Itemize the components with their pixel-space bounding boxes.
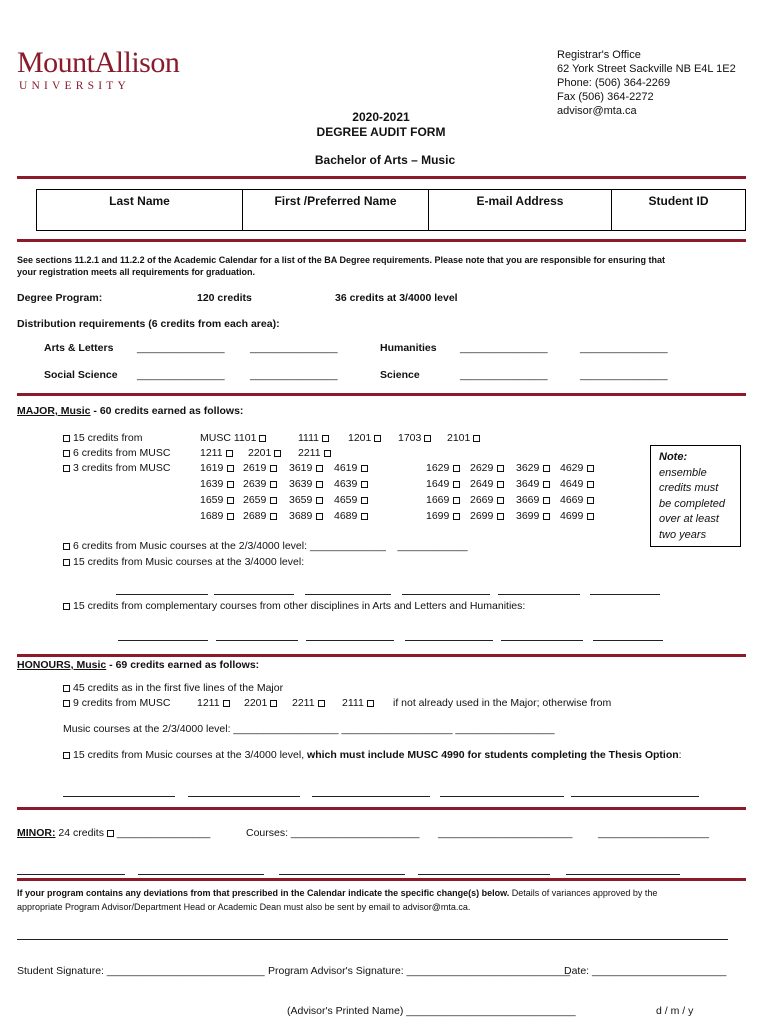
deviation-instructions bbox=[17, 888, 657, 898]
distribution-heading: Distribution requirements (6 credits from each area): bbox=[17, 318, 280, 330]
answer-line[interactable] bbox=[306, 640, 394, 641]
course-code: 3669 bbox=[516, 494, 540, 506]
course-option bbox=[334, 510, 371, 522]
checkbox[interactable] bbox=[587, 465, 594, 472]
upper34-requirement bbox=[63, 556, 304, 568]
course-option bbox=[243, 494, 280, 506]
major-row-3-credits bbox=[63, 462, 170, 474]
requirement-text: 6 credits from Music courses at the 2/3/4000 level: bbox=[73, 540, 308, 552]
checkbox[interactable] bbox=[227, 465, 234, 472]
social-science-label: Social Science bbox=[44, 369, 118, 381]
student-id-field[interactable]: Student ID bbox=[648, 194, 709, 208]
science-label: Science bbox=[380, 369, 420, 381]
contact-line: Phone: (506) 364-2269 bbox=[557, 77, 671, 89]
checkbox[interactable] bbox=[63, 435, 70, 442]
checkbox[interactable] bbox=[318, 700, 325, 707]
answer-line[interactable] bbox=[501, 640, 583, 641]
contact-line: Registrar's Office bbox=[557, 49, 641, 61]
answer-blank[interactable]: ____________ bbox=[397, 540, 468, 552]
form-title: DEGREE AUDIT FORM bbox=[316, 125, 446, 139]
course-code: MUSC 1101 bbox=[200, 432, 257, 444]
course-code: 3639 bbox=[289, 478, 313, 490]
science-blank[interactable]: _______________ bbox=[580, 369, 668, 381]
course-option bbox=[348, 432, 384, 444]
course-option bbox=[426, 462, 463, 474]
course-option bbox=[244, 697, 280, 709]
thesis-requirement: which must include MUSC 4990 for students completing the Thesis Option bbox=[307, 749, 679, 761]
course-option bbox=[289, 510, 326, 522]
course-option bbox=[470, 478, 507, 490]
deviation-bold: If your program contains any deviations from that prescribed in the Calendar indicate the specific change(s) below. bbox=[17, 888, 510, 898]
checkbox[interactable] bbox=[227, 513, 234, 520]
total-credits: 120 credits bbox=[197, 292, 252, 304]
course-code: 2639 bbox=[243, 478, 267, 490]
checkbox[interactable] bbox=[226, 450, 233, 457]
course-code: 4659 bbox=[334, 494, 358, 506]
checkbox[interactable] bbox=[107, 830, 114, 837]
course-code: 2659 bbox=[243, 494, 267, 506]
checkbox[interactable] bbox=[316, 513, 323, 520]
contact-line: 62 York Street Sackville NB E4L 1E2 bbox=[557, 63, 736, 75]
course-option bbox=[334, 462, 371, 474]
course-code: 2101 bbox=[447, 432, 471, 444]
checkbox[interactable] bbox=[63, 700, 70, 707]
honours-line-9-tail: if not already used in the Major; otherwise from bbox=[393, 697, 612, 709]
course-option bbox=[334, 494, 371, 506]
checkbox[interactable] bbox=[367, 700, 374, 707]
answer-line[interactable] bbox=[593, 640, 663, 641]
answer-line[interactable] bbox=[440, 796, 564, 797]
course-option bbox=[243, 462, 280, 474]
course-option bbox=[560, 478, 597, 490]
minor-title: MINOR: bbox=[17, 827, 56, 839]
course-option bbox=[243, 478, 280, 490]
checkbox[interactable] bbox=[453, 465, 460, 472]
course-option bbox=[289, 462, 326, 474]
course-option bbox=[560, 494, 597, 506]
science-blank[interactable]: _______________ bbox=[460, 369, 548, 381]
major-heading bbox=[17, 405, 243, 417]
course-code: 1201 bbox=[348, 432, 372, 444]
arts-letters-blank[interactable]: _______________ bbox=[250, 342, 338, 354]
course-option bbox=[200, 462, 237, 474]
checkbox[interactable] bbox=[322, 435, 329, 442]
minor-credits: 24 credits bbox=[55, 827, 104, 839]
advisor-signature[interactable]: Program Advisor's Signature: ____________________________ bbox=[268, 965, 571, 977]
honours-music-courses[interactable]: Music courses at the 2/3/4000 level: __________________ ___________________ _________________ bbox=[63, 723, 555, 735]
course-code: 4669 bbox=[560, 494, 584, 506]
ensemble-note bbox=[650, 445, 741, 547]
honours-heading bbox=[17, 659, 259, 671]
course-option bbox=[447, 432, 483, 444]
checkbox[interactable] bbox=[543, 497, 550, 504]
checkbox[interactable] bbox=[587, 513, 594, 520]
honours-heading-detail: - 69 credits earned as follows: bbox=[106, 659, 260, 671]
course-code: 1211 bbox=[197, 697, 220, 709]
course-option bbox=[334, 478, 371, 490]
checkbox[interactable] bbox=[270, 497, 277, 504]
student-info-table bbox=[36, 189, 746, 231]
course-code: 3619 bbox=[289, 462, 313, 474]
honours-heading-title: HONOURS, Music bbox=[17, 659, 107, 671]
answer-line[interactable] bbox=[590, 594, 660, 595]
course-option bbox=[426, 478, 463, 490]
course-option bbox=[516, 478, 553, 490]
course-option bbox=[426, 510, 463, 522]
checkbox[interactable] bbox=[63, 559, 70, 566]
checkbox[interactable] bbox=[63, 685, 70, 692]
checkbox[interactable] bbox=[223, 700, 230, 707]
checkbox[interactable] bbox=[274, 450, 281, 457]
answer-line[interactable] bbox=[214, 594, 294, 595]
row-label: 15 credits from bbox=[73, 432, 143, 444]
row-label: 3 credits from MUSC bbox=[73, 462, 171, 474]
course-option bbox=[470, 494, 507, 506]
course-option bbox=[289, 494, 326, 506]
email-field[interactable]: E-mail Address bbox=[476, 194, 564, 208]
course-option bbox=[426, 494, 463, 506]
upper-level-requirement bbox=[63, 540, 468, 552]
course-code: 2699 bbox=[470, 510, 494, 522]
deviation-line[interactable] bbox=[17, 939, 728, 940]
social-science-blank[interactable]: _______________ bbox=[250, 369, 338, 381]
checkbox[interactable] bbox=[453, 513, 460, 520]
checkbox[interactable] bbox=[374, 435, 381, 442]
checkbox[interactable] bbox=[270, 513, 277, 520]
course-option bbox=[248, 447, 284, 459]
last-name-field[interactable]: Last Name bbox=[109, 194, 170, 208]
checkbox[interactable] bbox=[63, 603, 70, 610]
row-label: 6 credits from MUSC bbox=[73, 447, 171, 459]
course-option bbox=[200, 478, 237, 490]
answer-line[interactable] bbox=[498, 594, 580, 595]
checkbox[interactable] bbox=[497, 465, 504, 472]
course-option bbox=[289, 478, 326, 490]
major-row-15-credits bbox=[63, 432, 142, 444]
course-option bbox=[200, 447, 236, 459]
first-name-field[interactable]: First /Preferred Name bbox=[274, 194, 397, 208]
note-heading: Note: bbox=[659, 451, 688, 463]
intro-text: your registration meets all requirements for graduation. bbox=[17, 267, 256, 277]
answer-line[interactable] bbox=[188, 796, 300, 797]
course-option bbox=[243, 510, 280, 522]
honours-line-15 bbox=[63, 749, 682, 761]
major-row-6-credits bbox=[63, 447, 170, 459]
course-option bbox=[560, 510, 597, 522]
section-divider bbox=[17, 239, 746, 242]
course-option bbox=[470, 462, 507, 474]
checkbox[interactable] bbox=[543, 513, 550, 520]
arts-letters-label: Arts & Letters bbox=[44, 342, 114, 354]
contact-line: advisor@mta.ca bbox=[557, 105, 637, 117]
course-option bbox=[200, 510, 237, 522]
course-code: 1619 bbox=[200, 462, 224, 474]
minor-courses[interactable]: Courses: ______________________ bbox=[246, 827, 420, 839]
course-option bbox=[560, 462, 597, 474]
date-format: d / m / y bbox=[656, 1005, 694, 1017]
course-code: 1649 bbox=[426, 478, 450, 490]
course-option bbox=[516, 510, 553, 522]
course-code: 1111 bbox=[298, 432, 320, 444]
answer-blank[interactable]: _____________ bbox=[309, 540, 386, 552]
course-option bbox=[200, 494, 237, 506]
major-heading-detail: - 60 credits earned as follows: bbox=[90, 405, 244, 417]
course-option bbox=[342, 697, 377, 709]
logo-wordmark: MountAllison bbox=[17, 46, 180, 79]
checkbox[interactable] bbox=[270, 481, 277, 488]
course-code: 2619 bbox=[243, 462, 267, 474]
checkbox[interactable] bbox=[424, 435, 431, 442]
checkbox[interactable] bbox=[227, 481, 234, 488]
checkbox[interactable] bbox=[270, 465, 277, 472]
requirement-text: 15 credits from Music courses at the 3/4000 level, bbox=[73, 749, 308, 761]
requirement-text: 45 credits as in the first five lines of the Major bbox=[73, 682, 284, 694]
course-code: 4619 bbox=[334, 462, 358, 474]
course-code: 2211 bbox=[298, 447, 321, 459]
checkbox[interactable] bbox=[497, 497, 504, 504]
checkbox[interactable] bbox=[497, 481, 504, 488]
course-option bbox=[516, 494, 553, 506]
course-code: 4689 bbox=[334, 510, 358, 522]
minor-blank[interactable]: _______________________ bbox=[438, 827, 573, 839]
course-code: 4639 bbox=[334, 478, 358, 490]
section-divider bbox=[17, 654, 746, 657]
course-option bbox=[292, 697, 328, 709]
checkbox[interactable] bbox=[316, 465, 323, 472]
course-code: 3699 bbox=[516, 510, 540, 522]
contact-line: Fax (506) 364-2272 bbox=[557, 91, 654, 103]
answer-line[interactable] bbox=[571, 796, 699, 797]
social-science-blank[interactable]: _______________ bbox=[137, 369, 225, 381]
course-option bbox=[470, 510, 507, 522]
humanities-label: Humanities bbox=[380, 342, 437, 354]
course-code: 1659 bbox=[200, 494, 224, 506]
section-divider bbox=[17, 878, 746, 881]
course-option bbox=[298, 432, 332, 444]
requirement-text: 9 credits from MUSC bbox=[73, 697, 171, 709]
answer-line[interactable] bbox=[216, 640, 298, 641]
checkbox[interactable] bbox=[543, 465, 550, 472]
course-code: 4699 bbox=[560, 510, 584, 522]
program-title: Bachelor of Arts – Music bbox=[314, 153, 456, 167]
course-code: 4649 bbox=[560, 478, 584, 490]
course-code: 1211 bbox=[200, 447, 223, 459]
answer-line[interactable] bbox=[116, 594, 208, 595]
humanities-blank[interactable]: _______________ bbox=[460, 342, 548, 354]
deviation-instructions-2: appropriate Program Advisor/Department Head or Academic Dean must also be sent by email to advisor@mta.ca. bbox=[17, 902, 471, 912]
section-divider bbox=[17, 807, 746, 810]
checkbox[interactable] bbox=[361, 513, 368, 520]
arts-letters-blank[interactable]: _______________ bbox=[137, 342, 225, 354]
registrar-contact bbox=[557, 48, 736, 118]
checkbox[interactable] bbox=[361, 497, 368, 504]
checkbox[interactable] bbox=[473, 435, 480, 442]
section-divider bbox=[17, 393, 746, 396]
course-code: 1629 bbox=[426, 462, 450, 474]
major-heading-title: MAJOR, Music bbox=[17, 405, 91, 417]
university-logo bbox=[17, 48, 179, 92]
course-code: 3629 bbox=[516, 462, 540, 474]
course-code: 1669 bbox=[426, 494, 450, 506]
course-code: 1703 bbox=[398, 432, 422, 444]
honours-line-9 bbox=[63, 697, 170, 709]
course-code: 1699 bbox=[426, 510, 450, 522]
checkbox[interactable] bbox=[227, 497, 234, 504]
course-code: 1689 bbox=[200, 510, 224, 522]
answer-line[interactable] bbox=[138, 874, 264, 875]
answer-line[interactable] bbox=[63, 796, 175, 797]
checkbox[interactable] bbox=[259, 435, 266, 442]
humanities-blank[interactable]: _______________ bbox=[580, 342, 668, 354]
course-option bbox=[298, 447, 334, 459]
answer-blank[interactable]: ________________ bbox=[116, 827, 211, 839]
requirement-text: : bbox=[678, 749, 682, 761]
student-signature[interactable]: Student Signature: ___________________________ bbox=[17, 965, 265, 977]
logo-subtitle: UNIVERSITY bbox=[19, 80, 130, 92]
course-code: 2211 bbox=[292, 697, 315, 709]
answer-line[interactable] bbox=[418, 874, 550, 875]
answer-line[interactable] bbox=[118, 640, 208, 641]
deviation-text: Details of variances approved by the bbox=[509, 888, 658, 898]
course-code: 1639 bbox=[200, 478, 224, 490]
checkbox[interactable] bbox=[453, 497, 460, 504]
answer-line[interactable] bbox=[405, 640, 493, 641]
checkbox[interactable] bbox=[63, 752, 70, 759]
course-code: 2629 bbox=[470, 462, 494, 474]
checkbox[interactable] bbox=[587, 481, 594, 488]
checkbox[interactable] bbox=[453, 481, 460, 488]
course-code: 4629 bbox=[560, 462, 584, 474]
honours-line-45 bbox=[63, 682, 283, 694]
requirement-text: 15 credits from complementary courses from other disciplines in Arts and Letters and Humanities: bbox=[73, 600, 526, 612]
course-code: 2669 bbox=[470, 494, 494, 506]
course-code: 2201 bbox=[248, 447, 272, 459]
checkbox[interactable] bbox=[543, 481, 550, 488]
section-divider bbox=[17, 176, 746, 179]
course-code: 3659 bbox=[289, 494, 313, 506]
minor-blank[interactable]: ___________________ bbox=[598, 827, 709, 839]
checkbox[interactable] bbox=[497, 513, 504, 520]
answer-line[interactable] bbox=[305, 594, 391, 595]
complementary-requirement bbox=[63, 600, 525, 612]
answer-line[interactable] bbox=[566, 874, 680, 875]
advisor-printed-name[interactable]: (Advisor's Printed Name) _____________________________ bbox=[287, 1005, 576, 1017]
signature-date[interactable]: Date: _______________________ bbox=[564, 965, 727, 977]
checkbox[interactable] bbox=[316, 497, 323, 504]
course-option bbox=[197, 697, 233, 709]
checkbox[interactable] bbox=[270, 700, 277, 707]
minor-line bbox=[17, 827, 210, 839]
course-code: 2649 bbox=[470, 478, 494, 490]
degree-program-label: Degree Program: bbox=[17, 292, 103, 304]
course-code: 2201 bbox=[244, 697, 268, 709]
checkbox[interactable] bbox=[63, 543, 70, 550]
checkbox[interactable] bbox=[63, 450, 70, 457]
checkbox[interactable] bbox=[361, 465, 368, 472]
answer-line[interactable] bbox=[279, 874, 405, 875]
requirement-text: 15 credits from Music courses at the 3/4000 level: bbox=[73, 556, 305, 568]
course-code: 2689 bbox=[243, 510, 267, 522]
course-code: 3649 bbox=[516, 478, 540, 490]
note-body: ensemble credits must be completed over at least two years bbox=[659, 466, 726, 541]
upper-level-credits: 36 credits at 3/4000 level bbox=[335, 292, 458, 304]
course-option bbox=[200, 432, 269, 444]
answer-line[interactable] bbox=[402, 594, 490, 595]
answer-line[interactable] bbox=[17, 874, 125, 875]
checkbox[interactable] bbox=[587, 497, 594, 504]
checkbox[interactable] bbox=[316, 481, 323, 488]
academic-year: 2020-2021 bbox=[352, 110, 410, 124]
answer-line[interactable] bbox=[312, 796, 430, 797]
checkbox[interactable] bbox=[361, 481, 368, 488]
checkbox[interactable] bbox=[63, 465, 70, 472]
course-code: 3689 bbox=[289, 510, 313, 522]
checkbox[interactable] bbox=[324, 450, 331, 457]
intro-text: See sections 11.2.1 and 11.2.2 of the Academic Calendar for a list of the BA Degree requirements. Please note that you are responsible for ensuring that bbox=[17, 255, 666, 265]
course-option bbox=[516, 462, 553, 474]
course-option bbox=[398, 432, 434, 444]
course-code: 2111 bbox=[342, 697, 364, 709]
